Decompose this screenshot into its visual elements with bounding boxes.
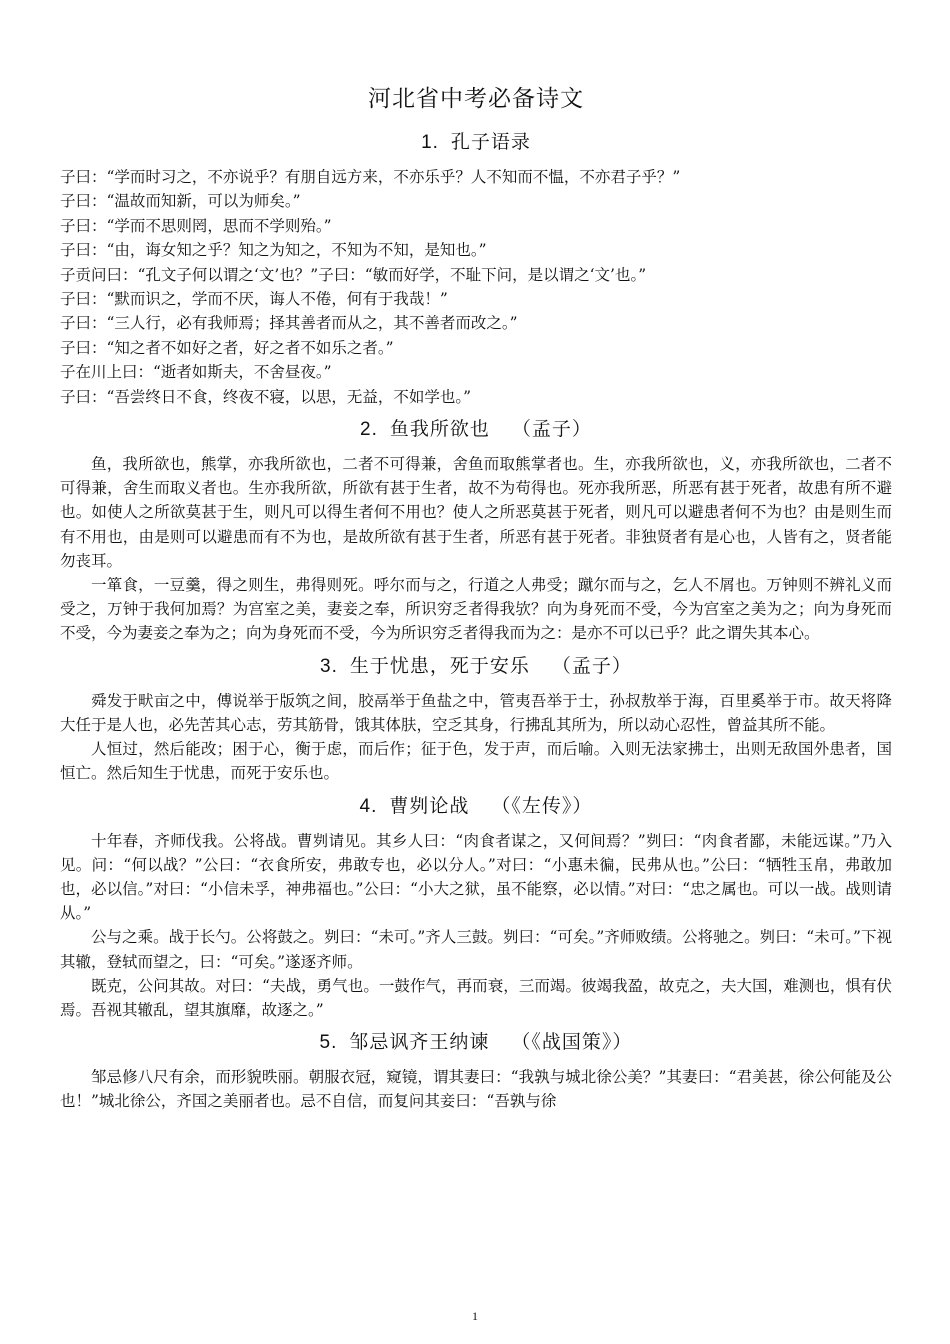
- document-title: 河北省中考必备诗文: [368, 86, 584, 112]
- paragraph: 公与之乘。战于长勺。公将鼓之。刿曰：“未可。”齐人三鼓。刿曰：“可矣。”齐师败绩。公将驰之。刿曰：“未可。”下视其辙，登轼而望之，曰：“可矣。”遂逐齐师。: [60, 928, 892, 971]
- page-number: 1: [472, 1309, 478, 1323]
- section-title-5: [60, 1028, 892, 1057]
- section-title-3: [60, 652, 892, 681]
- section-source: （孟子）: [511, 418, 592, 441]
- quote-line: 子曰：“知之者不如好之者，好之者不如乐之者。”: [60, 338, 394, 357]
- section-name: 生于忧患，死于安乐: [349, 654, 530, 677]
- paragraph: 十年春，齐师伐我。公将战。曹刿请见。其乡人曰：“肉食者谋之，又何间焉？”刿曰：“肉食者鄙，未能远谋。”乃入见。问：“何以战？”公曰：“衣食所安，弗敢专也，必以分人。”对曰：“小惠未徧，民弗从也。”公曰：“牺牲玉帛，弗敢加也，必以信。”对曰：“小信未孚，神弗福也。”公曰：“小大之狱，虽不能察，必以情。”对曰：“忠之属也。可以一战。战则请从。”: [60, 831, 892, 923]
- quote-line: 子贡问曰：“孔文子何以谓之‘文’也？”子曰：“敏而好学，不耻下问，是以谓之‘文’也。”: [60, 265, 647, 284]
- quote-line: 子曰：“学而不思则罔，思而不学则殆。”: [60, 216, 332, 235]
- paragraph: 人恒过，然后能改；困于心，衡于虑，而后作；征于色，发于声，而后喻。入则无法家拂士，出则无敌国外患者，国恒亡。然后知生于忧患，而死于安乐也。: [60, 740, 892, 783]
- section-source: （《战国策》）: [511, 1031, 633, 1054]
- paragraph: 既克，公问其故。对曰：“夫战，勇气也。一鼓作气，再而衰，三而竭。彼竭我盈，故克之，夫大国，难测也，惧有伏焉。吾视其辙乱，望其旗靡，故逐之。”: [60, 976, 892, 1019]
- section-body-3: [60, 689, 892, 786]
- section-body-2: [60, 452, 892, 646]
- document-page: [60, 82, 892, 1114]
- paragraph: 鱼，我所欲也，熊掌，亦我所欲也，二者不可得兼，舍鱼而取熊掌者也。生，亦我所欲也，义，亦我所欲也，二者不可得兼，舍生而取义者也。生亦我所欲，所欲有甚于生者，故不为苟得也。死亦我所恶，所恶有甚于死者，故患有所不避也。如使人之所欲莫甚于生，则凡可以得生者何不用也？使人之所恶莫甚于死者，则凡可以避患者何不为也？由是则生而有不用也，由是则可以避患而有不为也，是故所欲有甚于生者，所恶有甚于死者。非独贤者有是心也，人皆有之，贤者能勿丧耳。: [60, 455, 892, 570]
- section-name: 曹刿论战: [389, 794, 470, 817]
- quote-line: 子曰：“学而时习之，不亦说乎？有朋自远方来，不亦乐乎？人不知而不愠，不亦君子乎？”: [60, 168, 681, 186]
- section-name: 邹忌讽齐王纳谏: [349, 1031, 490, 1054]
- section-source: （《左传》）: [491, 794, 593, 817]
- section-number: 2.: [360, 419, 378, 441]
- section-number: 1.: [421, 132, 439, 153]
- quote-line: 子曰：“由，诲女知之乎？知之为知之，不知为不知，是知也。”: [60, 241, 487, 260]
- section-body-4: [60, 829, 892, 1023]
- section-title-2: [60, 415, 892, 444]
- section-body-5: [60, 1065, 892, 1113]
- section-number: 4.: [359, 795, 378, 817]
- section-number: 3.: [320, 655, 338, 677]
- paragraph: 邹忌修八尺有余，而形貌昳丽。朝服衣冠，窥镜，谓其妻曰：“我孰与城北徐公美？”其妻曰：“君美甚，徐公何能及公也！”城北徐公，齐国之美丽者也。忌不自信，而复问其妾曰：“吾孰与徐: [60, 1068, 892, 1111]
- quote-line: 子曰：“默而识之，学而不厌，诲人不倦，何有于我哉！”: [60, 290, 448, 309]
- section-source: （孟子）: [551, 654, 632, 677]
- quote-line: 子在川上曰：“逝者如斯夫，不舍昼夜。”: [60, 363, 332, 382]
- quote-line: 子曰：“温故而知新，可以为师矣。”: [60, 192, 301, 211]
- quote-line: 子曰：“三人行，必有我师焉；择其善者而从之，其不善者而改之。”: [60, 314, 518, 333]
- section-number: 5.: [319, 1032, 338, 1054]
- quote-line: 子曰：“吾尝终日不食，终夜不寝，以思，无益，不如学也。”: [60, 387, 472, 406]
- section-title-4: [60, 792, 892, 821]
- section-title-1: [60, 128, 892, 157]
- section-name: 鱼我所欲也: [389, 418, 490, 441]
- paragraph: 舜发于畎亩之中，傅说举于版筑之间，胶鬲举于鱼盐之中，管夷吾举于士，孙叔敖举于海，百里奚举于市。故天将降大任于是人也，必先苦其心志，劳其筋骨，饿其体肤，空乏其身，行拂乱其所为，所以动心忍性，曾益其所不能。: [60, 691, 892, 734]
- section-name: 孔子语录: [450, 131, 531, 153]
- paragraph: 一箪食，一豆羹，得之则生，弗得则死。呼尔而与之，行道之人弗受；蹴尔而与之，乞人不屑也。万钟则不辨礼义而受之，万钟于我何加焉？为宫室之美，妻妾之奉，所识穷乏者得我欤？向为身死而不受，今为宫室之美为之；向为身死而不受，今为妻妾之奉为之；向为身死而不受，今为所识穷乏者得我而为之：是亦不可以已乎？此之谓失其本心。: [60, 576, 892, 643]
- section-body-1: [60, 165, 892, 409]
